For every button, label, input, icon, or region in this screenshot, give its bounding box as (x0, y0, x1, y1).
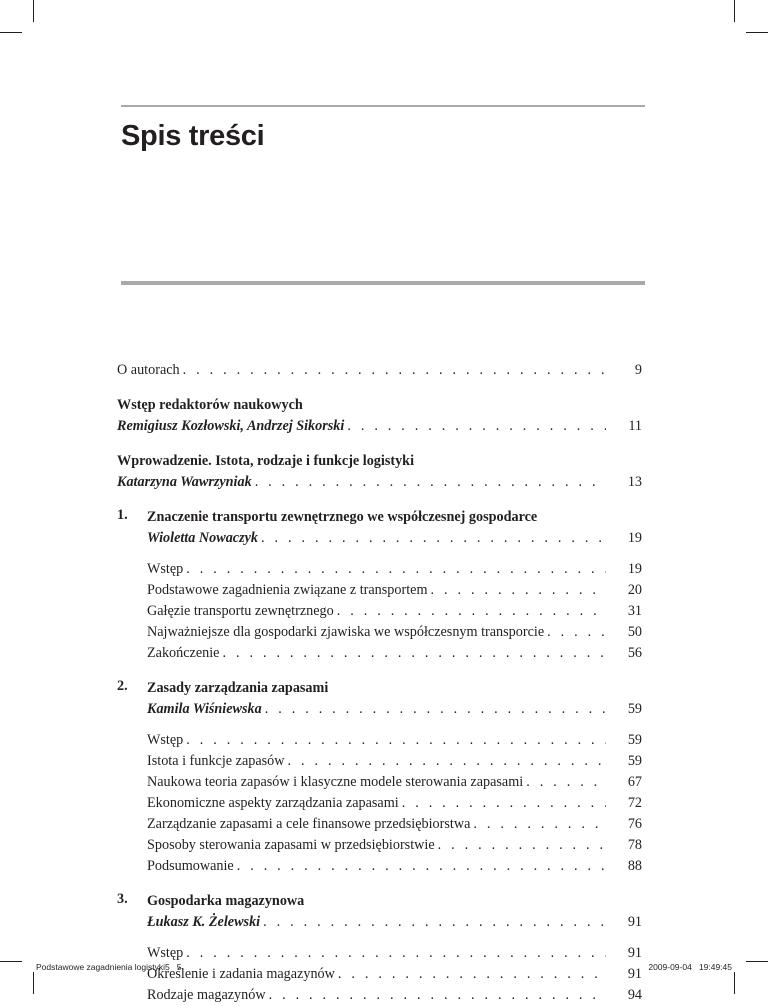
page-number: 67 (627, 774, 642, 790)
section-entry[interactable] (147, 964, 642, 985)
section-entry[interactable] (147, 601, 642, 622)
dot-leader (337, 601, 606, 622)
dot-leader (237, 856, 606, 877)
page-number: 59 (627, 732, 642, 748)
section-entry[interactable] (147, 943, 642, 964)
section-entry[interactable] (147, 793, 642, 814)
section-entry[interactable] (147, 580, 642, 601)
section-label: Sposoby sterowania zapasami w przedsiębiorstwie (147, 837, 435, 853)
chapter-number: 1. (117, 507, 128, 523)
page-title: Spis treści (121, 120, 265, 152)
section-label: Naukowa teoria zapasów i klasyczne modele sterowania zapasami (147, 774, 524, 790)
crop-mark (0, 32, 22, 33)
dot-leader (473, 814, 606, 835)
section-entry[interactable] (147, 730, 642, 751)
section-entry[interactable] (147, 751, 642, 772)
dot-leader (265, 699, 606, 720)
dot-leader (186, 730, 606, 751)
top-rule (121, 105, 645, 107)
section-label: Rodzaje magazynów (147, 987, 266, 1003)
entry-heading: Wstęp redaktorów naukowych (117, 397, 303, 413)
page-number: 11 (628, 418, 642, 434)
dot-leader (183, 360, 606, 381)
page-number: 13 (627, 474, 642, 490)
crop-mark (734, 0, 735, 22)
page-number: 78 (627, 837, 642, 853)
section-entry[interactable] (147, 643, 642, 664)
dot-leader (347, 416, 606, 437)
page-number: 19 (627, 561, 642, 577)
page-number: 56 (627, 645, 642, 661)
crop-mark (746, 32, 768, 33)
section-label: Zarządzanie zapasami a cele finansowe przedsiębiorstwa (147, 816, 471, 832)
dot-leader (288, 751, 607, 772)
page-number: 31 (627, 603, 642, 619)
page-number: 91 (627, 945, 642, 961)
section-label: Istota i funkcje zapasów (147, 753, 285, 769)
toc-entry-authors[interactable]: O autorach . . . 9 (117, 360, 642, 381)
crop-mark (746, 961, 768, 962)
page-number: 76 (627, 816, 642, 832)
entry-authors: Katarzyna Wawrzyniak (117, 474, 252, 490)
section-label: Podsumowanie (147, 858, 234, 874)
section-label: Wstęp (147, 945, 184, 961)
dot-leader (526, 772, 606, 793)
crop-mark (33, 972, 34, 994)
dot-leader (269, 985, 606, 1006)
chapter-author: Łukasz K. Żelewski (147, 914, 261, 930)
chapter-heading: Znaczenie transportu zewnętrznego we współczesnej gospodarce (147, 509, 538, 525)
page-number: 94 (627, 987, 642, 1003)
page-number: 19 (627, 530, 642, 546)
chapter-number: 2. (117, 678, 128, 694)
page-number: 88 (627, 858, 642, 874)
chapter-1[interactable] (117, 507, 642, 664)
chapter-author: Kamila Wiśniewska (147, 701, 262, 717)
section-label: Określenie i zadania magazynów (147, 966, 335, 982)
dot-leader (338, 964, 606, 985)
dot-leader (438, 835, 606, 856)
section-entry[interactable] (147, 835, 642, 856)
section-label: Podstawowe zagadnienia związane z transportem (147, 582, 428, 598)
dot-leader (222, 643, 606, 664)
table-of-contents (117, 350, 642, 1006)
dot-leader (263, 912, 606, 933)
page-number: 9 (634, 362, 642, 378)
section-entry[interactable] (147, 814, 642, 835)
footer-file-slug: Podstawowe zagadnienia logistyki5 5 (36, 962, 182, 972)
section-label: Zakończenie (147, 645, 220, 661)
chapter-number: 3. (117, 891, 128, 907)
entry-authors: Remigiusz Kozłowski, Andrzej Sikorski (117, 418, 345, 434)
page-number: 91 (627, 966, 642, 982)
dot-leader (186, 943, 606, 964)
chapter-2[interactable] (117, 678, 642, 877)
chapter-heading: Gospodarka magazynowa (147, 893, 305, 909)
entry-heading: Wprowadzenie. Istota, rodzaje i funkcje logistyki (117, 453, 415, 469)
footer-timestamp: 2009-09-04 19:49:45 (648, 962, 732, 972)
toc-entry-foreword[interactable] (117, 395, 642, 437)
section-label: Wstęp (147, 732, 184, 748)
crop-mark (734, 972, 735, 994)
dot-leader (430, 580, 606, 601)
dot-leader (186, 559, 606, 580)
section-entry[interactable] (147, 772, 642, 793)
section-entry[interactable] (147, 985, 642, 1006)
page-number: 20 (627, 582, 642, 598)
dot-leader (547, 622, 606, 643)
dot-leader (255, 472, 606, 493)
crop-mark (33, 0, 34, 22)
dot-leader (402, 793, 606, 814)
page-number: 50 (627, 624, 642, 640)
section-rule (121, 281, 645, 285)
toc-entry-intro[interactable] (117, 451, 642, 493)
section-label: Najważniejsze dla gospodarki zjawiska we współczesnym transporcie (147, 624, 545, 640)
section-label: Ekonomiczne aspekty zarządzania zapasami (147, 795, 399, 811)
page-number: 59 (627, 753, 642, 769)
section-entry[interactable] (147, 559, 642, 580)
section-label: Gałęzie transportu zewnętrznego (147, 603, 334, 619)
chapter-3[interactable] (117, 891, 642, 1006)
dot-leader (261, 528, 606, 549)
section-entry[interactable] (147, 622, 642, 643)
chapter-heading: Zasady zarządzania zapasami (147, 680, 329, 696)
page-number: 59 (627, 701, 642, 717)
section-label: Wstęp (147, 561, 184, 577)
page-number: 72 (627, 795, 642, 811)
section-entry[interactable] (147, 856, 642, 877)
chapter-author: Wioletta Nowaczyk (147, 530, 258, 546)
page-number: 91 (627, 914, 642, 930)
crop-mark (0, 961, 22, 962)
